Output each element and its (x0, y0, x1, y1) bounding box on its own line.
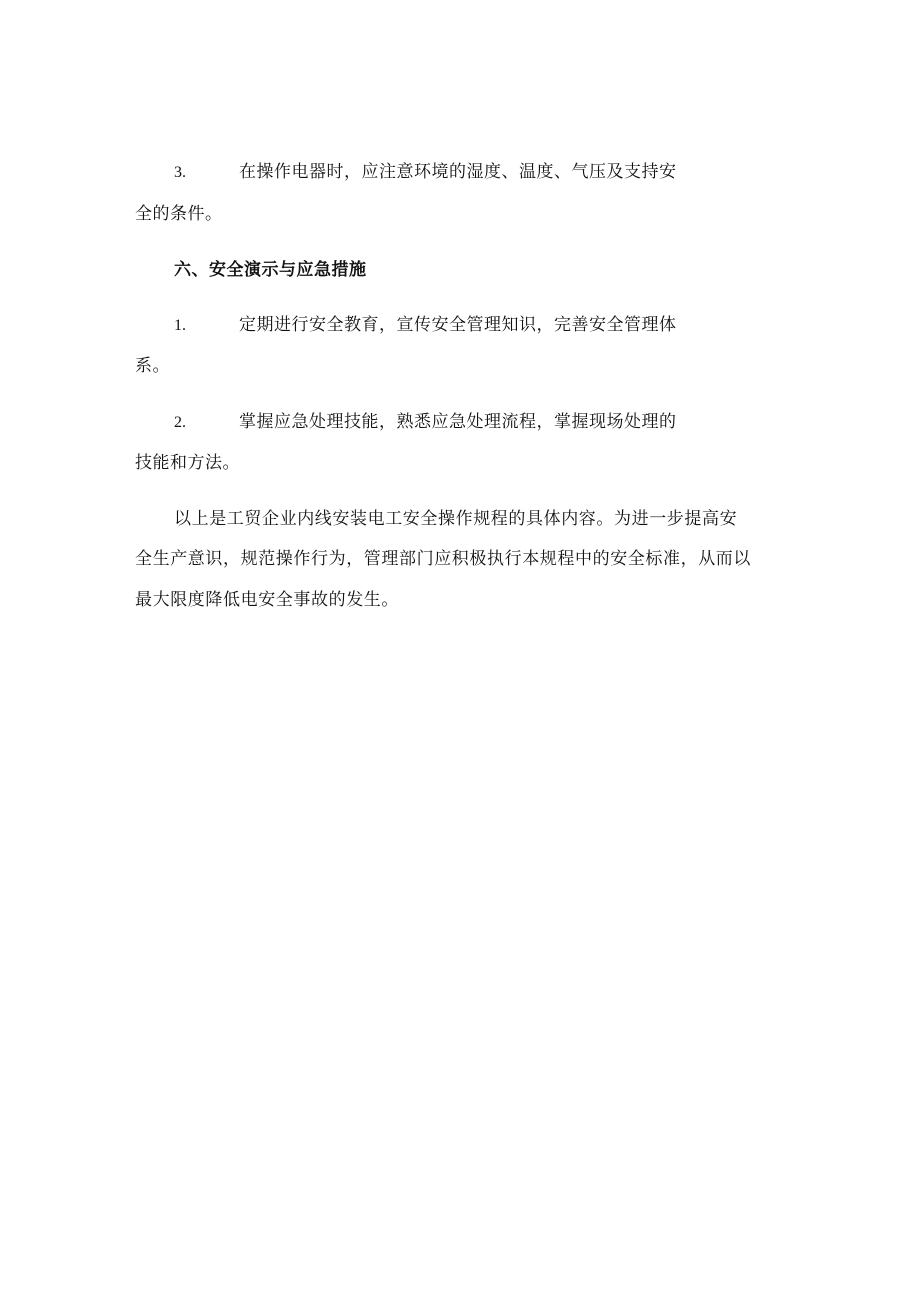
list-item-text: 定期进行安全教育，宣传安全管理知识，完善安全管理体 (239, 315, 677, 335)
list-item-text-continued: 技能和方法。 (135, 453, 240, 473)
list-item-text-continued: 系。 (135, 356, 170, 376)
section-heading: 六、安全演示与应急措施 (174, 260, 367, 280)
list-number: 2. (174, 414, 186, 431)
list-item-text: 在操作电器时，应注意环境的湿度、温度、气压及支持安 (239, 162, 677, 182)
list-item-text: 掌握应急处理技能，熟悉应急处理流程，掌握现场处理的 (239, 412, 677, 432)
list-number: 3. (174, 164, 186, 181)
conclusion-paragraph-line: 以上是工贸企业内线安装电工安全操作规程的具体内容。为进一步提高安 (174, 509, 738, 529)
conclusion-paragraph-line: 最大限度降低电安全事故的发生。 (135, 590, 399, 610)
list-item-text-continued: 全的条件。 (135, 204, 223, 224)
conclusion-paragraph-line: 全生产意识，规范操作行为，管理部门应积极执行本规程中的安全标准，从而以 (135, 549, 751, 569)
list-number: 1. (174, 317, 186, 334)
